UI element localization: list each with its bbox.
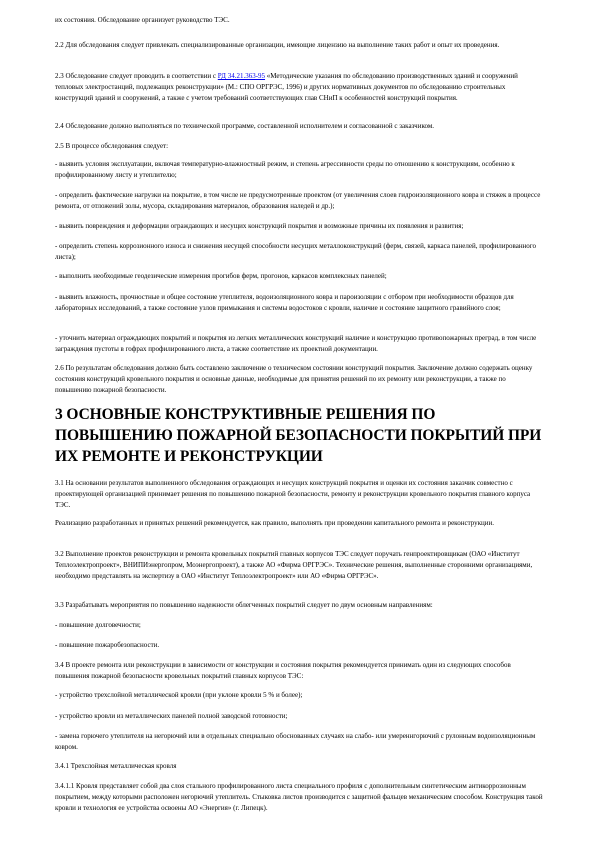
paragraph-text: - выявить условия эксплуатации, включая температурно-влажностный режим, и степень агрессивности среды по отношению к конструкциям, особенно к профилированному листу и утеплителю; <box>55 160 515 179</box>
list-item-durability <box>55 620 543 631</box>
paragraph-intro <box>55 15 543 26</box>
list-item-corrosion <box>55 241 543 263</box>
paragraph-text: - выявить повреждения и деформации ограждающих и несущих конструкций покрытия и возможные причины их появления и развития; <box>55 222 464 230</box>
paragraph-2-2 <box>55 40 543 51</box>
list-item-damage <box>55 221 543 232</box>
paragraph-text: 2.3 Обследование следует проводить в соответствии с <box>55 72 218 80</box>
list-item-barriers <box>55 333 543 355</box>
paragraph-text: 3.4.1.1 Кровля представляет собой два слоя стального профилированного листа специального профиля с дополнительным синтетическим антикоррозионным покрытием, между которыми расположен негорючий утеплитель. Стыковка листов производится с защитной фальцев механическим способом. Конструкция такой кровли и технология ее устройства освоены АО «Энергия» (г. Липецк). <box>55 782 543 812</box>
list-item-loads <box>55 190 543 212</box>
paragraph-text: - определить степень коррозионного износа и снижения несущей способности несущих металлоконструкций (ферм, связей, каркаса панелей, профилированного листа); <box>55 242 537 261</box>
document-page <box>55 0 543 842</box>
paragraph-3-1 <box>55 478 543 511</box>
paragraph-text: - устройство трехслойной металлической кровли (при уклоне кровли 5 % и более); <box>55 691 303 699</box>
paragraph-text: 3.4.1 Трехслойная металлическая кровля <box>55 762 177 770</box>
paragraph-2-4 <box>55 121 543 132</box>
paragraph-text: 3.3 Разрабатывать мероприятия по повышению надежности облегченных покрытий следует по двум основным направлениям: <box>55 601 433 609</box>
paragraph-text: - уточнить материал ограждающих покрытий и покрытия из легких металлических конструкций наличие и конструкцию противопожарных преград, в том числе заграждения пустоты в гофрах профилированного листа, а также соответствие их проектной документации. <box>55 334 537 353</box>
list-item-geodesy <box>55 271 543 282</box>
paragraph-text: «Методические указания по обследованию производственных зданий и сооружений тепловых электростанций, подлежащих реконструкции» (М.: СПО ОРГРЭС, 1996) и других нормативных документов по обследованию строительных конструкций зданий и сооружений, а также с учетом требований соответствующих глав СНиП к особенностей конструкций покрытия. <box>55 72 518 102</box>
paragraph-text: 3.2 Выполнение проектов реконструкции и ремонта кровельных покрытий главных корпусов ТЭС следует поручать генпроектировщикам (ОАО «Институт Теплоэлектропроект», ВНИПИэнергопром, Моэнергопроект), а также АО «Фирма ОРГРЭС». Технические решения, выполненные сторонними организациями, необходимо представлять на экспертизу в ОАО «Институт Теплоэлектропроект» или АО «Фирма ОРГРЭС». <box>55 550 533 580</box>
paragraph-text: - выполнить необходимые геодезические измерения прогибов ферм, прогонов, каркасов комплексных панелей; <box>55 272 387 280</box>
paragraph-text: 2.6 По результатам обследования должно быть составлено заключение о техническом состоянии конструкций покрытия. Заключение должно содержать оценку состояния конструкций кровельного покрытия и основные данные, необходимые для принятия решений по их ремонту или реконструкции, а также по повышению пожарной безопасности. <box>55 364 533 394</box>
paragraph-text: 3.4 В проекте ремонта или реконструкции в зависимости от конструкции и состояния покрытия рекомендуется принимать один из следующих способов повышения пожарной безопасности кровельных покрытий главных корпусов ТЭС: <box>55 661 511 680</box>
paragraph-text: их состояния. Обследование организует руководство ТЭС. <box>55 16 230 24</box>
paragraph-3-4 <box>55 660 543 682</box>
paragraph-2-3 <box>55 71 543 104</box>
paragraph-text: Реализацию разработанных и принятых решений рекомендуется, как правило, выполнять при проведении капитального ремонта и реконструкции. <box>55 519 495 527</box>
paragraph-text: - выявить влажность, прочностные и общее состояние утеплителя, водоизоляционного ковра и пароизоляции с отбором при необходимости образцов для лабораторных исследований, а также состояние узлов примыкания и системы водостоков с кровли, наличие и состояние защитного гравийного слоя; <box>55 293 514 312</box>
paragraph-text: 2.5 В процессе обследования следует: <box>55 142 169 150</box>
list-item-humidity <box>55 292 543 314</box>
list-item-conditions <box>55 159 543 181</box>
paragraph-implementation <box>55 518 543 529</box>
section-heading: 3 ОСНОВНЫЕ КОНСТРУКТИВНЫЕ РЕШЕНИЯ ПО ПОВЫШЕНИЮ ПОЖАРНОЙ БЕЗОПАСНОСТИ ПОКРЫТИЙ ПРИ ИХ РЕМОНТЕ И РЕКОНСТРУКЦИИ <box>55 406 542 465</box>
paragraph-2-6 <box>55 363 543 396</box>
list-item-metal-panels <box>55 711 543 722</box>
paragraph-2-5 <box>55 141 543 152</box>
paragraph-text: - замена горючего утеплителя на негорючий или в отдельных специально обоснованных случаях на слабо- или умереннгорючий с рулонным водоизоляционным ковром. <box>55 732 536 751</box>
paragraph-text: 2.4 Обследование должно выполняться по технической программе, составленной исполнителем и согласованной с заказчиком. <box>55 122 435 130</box>
paragraph-text: - определить фактические нагрузки на покрытие, в том числе не предусмотренные проектом (от увеличения слоев гидроизоляционного ковра и стяжек в процессе ремонта, от отложений золы, мусора, складирования материалов, образования наледей и др.); <box>55 191 541 210</box>
list-item-fire-safety <box>55 640 543 651</box>
paragraph-3-2 <box>55 549 543 582</box>
paragraph-text: 2.2 Для обследования следует привлекать специализированные организации, имеющие лицензию на выполнение таких работ и опыт их проведения. <box>55 41 500 49</box>
rd-document-link[interactable]: РД 34.21.363-95 <box>217 72 266 80</box>
paragraph-3-4-1-1 <box>55 781 543 814</box>
paragraph-text: - повышение пожаробезопасности. <box>55 641 160 649</box>
paragraph-3-3 <box>55 600 543 611</box>
paragraph-text: 3.1 На основании результатов выполненного обследования ограждающих и несущих конструкций покрытия и оценки их состояния заказчик совместно с проектирующей организацией принимает решения по повышению пожарной безопасности, ремонту и реконструкции кровельного покрытия главного корпуса ТЭС. <box>55 479 531 509</box>
list-item-insulation-replacement <box>55 731 543 753</box>
list-item-three-layer-roof <box>55 690 543 701</box>
paragraph-text: - устройство кровли из металлических панелей полной заводской готовности; <box>55 712 288 720</box>
subsection-heading-3-4-1 <box>55 761 543 772</box>
paragraph-text: - повышение долговечности; <box>55 621 141 629</box>
